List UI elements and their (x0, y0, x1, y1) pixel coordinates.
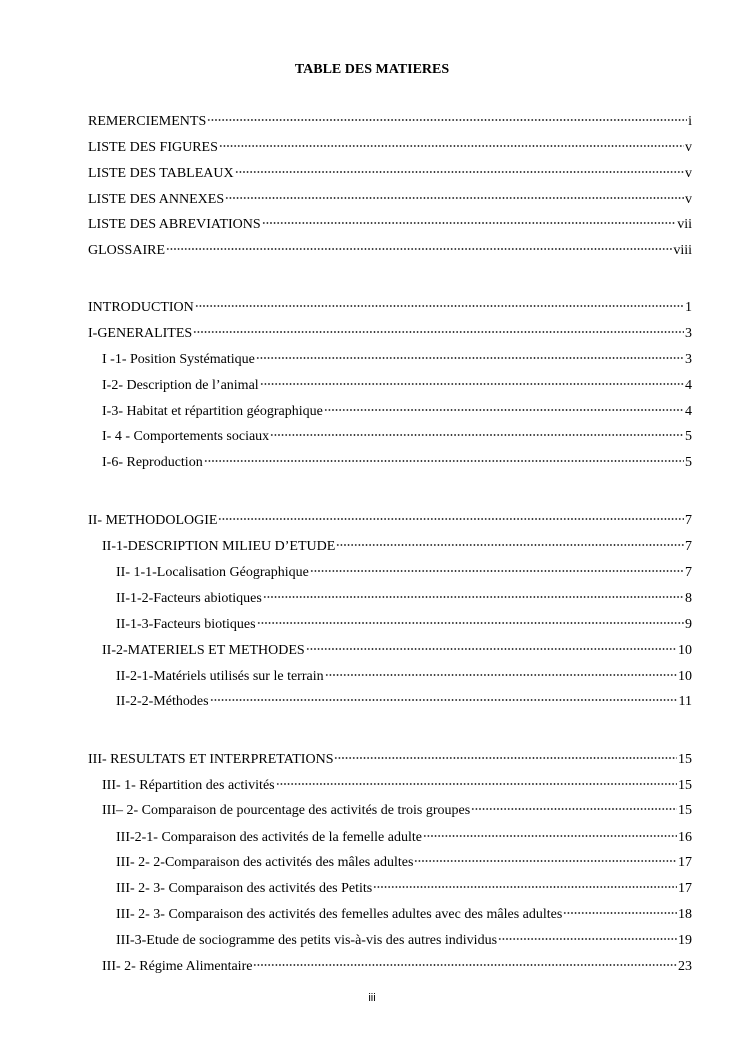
dot-leader (225, 196, 684, 200)
toc-entry-page: 5 (685, 455, 692, 470)
dot-leader (423, 834, 677, 838)
toc-entry-comparaison-males[interactable] (116, 853, 692, 873)
dot-leader (235, 170, 684, 174)
toc-entry-label: LISTE DES FIGURES (88, 140, 218, 155)
dot-leader (260, 382, 684, 386)
toc-entry-page: 4 (685, 404, 692, 419)
toc-entry-glossaire[interactable] (88, 241, 692, 261)
toc-entry-liste-figures[interactable] (88, 138, 692, 158)
toc-entry-label: II-1-3-Facteurs biotiques (116, 617, 256, 632)
toc-entry-label: III- RESULTATS ET INTERPRETATIONS (88, 752, 334, 767)
toc-entry-page: 9 (685, 617, 692, 632)
toc-entry-page: 17 (678, 855, 692, 870)
toc-entry-page: v (685, 166, 692, 181)
toc-entry-comparaison-petits[interactable] (116, 879, 692, 899)
toc-entry-description-animal[interactable] (102, 376, 692, 396)
toc-entry-page: 15 (678, 803, 692, 818)
toc-entry-facteurs-biotiques[interactable] (116, 615, 692, 635)
toc-entry-comparaison-pourcentage[interactable] (102, 801, 692, 821)
dot-leader (256, 356, 684, 360)
toc-entry-label: II- 1-1-Localisation Géographique (116, 565, 309, 580)
dot-leader (471, 807, 677, 811)
toc-entry-label: III- 2- 2-Comparaison des activités des mâles adultes (116, 855, 414, 870)
dot-leader (195, 304, 684, 308)
toc-entry-label: III-3-Etude de sociogramme des petits vis-à-vis des autres individus (116, 933, 498, 948)
dot-leader (263, 595, 684, 599)
toc-title: TABLE DES MATIERES (294, 62, 450, 77)
toc-entry-label: REMERCIEMENTS (88, 114, 207, 129)
toc-entry-liste-abreviations[interactable] (88, 215, 692, 235)
toc-entry-page: viii (673, 243, 692, 258)
dot-leader (276, 782, 677, 786)
toc-entry-page: v (685, 140, 692, 155)
toc-entry-page: 10 (678, 643, 692, 658)
toc-entry-label: LISTE DES ANNEXES (88, 192, 225, 207)
toc-entry-page: 18 (678, 907, 692, 922)
toc-entry-label: LISTE DES ABREVIATIONS (88, 217, 261, 232)
toc-entry-label: II-1-2-Facteurs abiotiques (116, 591, 262, 606)
toc-entry-liste-annexes[interactable] (88, 190, 692, 210)
dot-leader (324, 408, 684, 412)
toc-entry-page: 5 (685, 429, 692, 444)
toc-entry-remerciements[interactable] (88, 112, 692, 132)
dot-leader (218, 517, 684, 521)
dot-leader (207, 118, 687, 122)
dot-leader (334, 756, 677, 760)
toc-entry-page: 23 (678, 959, 692, 974)
dot-leader (563, 911, 677, 915)
toc-entry-liste-tableaux[interactable] (88, 164, 692, 184)
toc-entry-regime-alimentaire[interactable] (102, 957, 692, 977)
toc-entry-page: 3 (685, 326, 692, 341)
toc-entry-label: II- METHODOLOGIE (88, 513, 218, 528)
toc-entry-label: INTRODUCTION (88, 300, 194, 315)
toc-entry-page: i (688, 114, 692, 129)
dot-leader (336, 543, 684, 547)
toc-entry-label: I-3- Habitat et répartition géographique (102, 404, 323, 419)
dot-leader (270, 433, 684, 437)
toc-entry-page: 1 (685, 300, 692, 315)
toc-entry-page: 3 (685, 352, 692, 367)
toc-entry-methodologie[interactable] (88, 511, 692, 531)
toc-entry-generalites[interactable] (88, 324, 692, 344)
toc-entry-page: 8 (685, 591, 692, 606)
toc-entry-label: III- 2- 3- Comparaison des activités des femelles adultes avec des mâles adultes (116, 907, 563, 922)
toc-entry-page: 17 (678, 881, 692, 896)
toc-entry-position-systematique[interactable] (102, 350, 692, 370)
dot-leader (306, 647, 677, 651)
toc-entry-page: 4 (685, 378, 692, 393)
toc-entry-comportements[interactable] (102, 427, 692, 447)
toc-entry-label: I-GENERALITES (88, 326, 193, 341)
toc-entry-label: II-2-1-Matériels utilisés sur le terrain (116, 669, 324, 684)
toc-entry-label: III- 2- 3- Comparaison des activités des Petits (116, 881, 373, 896)
dot-leader (262, 221, 677, 225)
toc-entry-reproduction[interactable] (102, 453, 692, 473)
dot-leader (193, 330, 684, 334)
dot-leader (257, 621, 684, 625)
toc-entry-localisation[interactable] (116, 563, 692, 583)
dot-leader (325, 673, 677, 677)
toc-entry-label: II-1-DESCRIPTION MILIEU D’ETUDE (102, 539, 336, 554)
toc-entry-materiels-methodes[interactable] (102, 641, 692, 661)
toc-entry-sociogramme[interactable] (116, 931, 692, 951)
dot-leader (373, 885, 677, 889)
dot-leader (166, 247, 672, 251)
dot-leader (219, 144, 684, 148)
toc-entry-facteurs-abiotiques[interactable] (116, 589, 692, 609)
toc-entry-habitat[interactable] (102, 402, 692, 422)
toc-entry-page: 7 (685, 565, 692, 580)
toc-entry-comparaison-femelles-males[interactable] (116, 905, 692, 925)
toc-entry-label: III– 2- Comparaison de pourcentage des activités de trois groupes (102, 803, 471, 818)
toc-entry-page: 10 (678, 669, 692, 684)
toc-entry-label: LISTE DES TABLEAUX (88, 166, 234, 181)
toc-entry-label: I -1- Position Systématique (102, 352, 255, 367)
toc-entry-repartition-activites[interactable] (102, 776, 692, 796)
toc-entry-resultats[interactable] (88, 750, 692, 770)
toc-entry-page: 11 (678, 694, 692, 709)
toc-entry-label: III- 2- Régime Alimentaire (102, 959, 253, 974)
dot-leader (310, 569, 684, 573)
toc-entry-methodes[interactable] (116, 692, 692, 712)
toc-entry-materiels-terrain[interactable] (116, 667, 692, 687)
toc-entry-label: II-2-2-Méthodes (116, 694, 209, 709)
toc-entry-label: III- 1- Répartition des activités (102, 778, 275, 793)
toc-entry-comparaison-femelle[interactable] (116, 828, 692, 848)
dot-leader (210, 698, 678, 702)
toc-entry-label: III-2-1- Comparaison des activités de la femelle adulte (116, 830, 422, 845)
toc-entry-description-milieu[interactable] (102, 537, 692, 557)
toc-entry-page: 16 (678, 830, 692, 845)
toc-entry-page: 15 (678, 778, 692, 793)
toc-entry-label: I-2- Description de l’animal (102, 378, 259, 393)
toc-entry-page: v (685, 192, 692, 207)
toc-entry-label: GLOSSAIRE (88, 243, 166, 258)
page-number: iii (368, 992, 376, 1004)
toc-entry-label: I-6- Reproduction (102, 455, 203, 470)
dot-leader (498, 937, 677, 941)
toc-entry-label: I- 4 - Comportements sociaux (102, 429, 270, 444)
toc-entry-introduction[interactable] (88, 298, 692, 318)
dot-leader (253, 963, 677, 967)
toc-entry-page: 7 (685, 539, 692, 554)
toc-entry-label: II-2-MATERIELS ET METHODES (102, 643, 305, 658)
toc-entry-page: 7 (685, 513, 692, 528)
toc-entry-page: 15 (678, 752, 692, 767)
dot-leader (414, 859, 677, 863)
toc-entry-page: 19 (678, 933, 692, 948)
toc-entry-page: vii (677, 217, 692, 232)
dot-leader (204, 459, 684, 463)
